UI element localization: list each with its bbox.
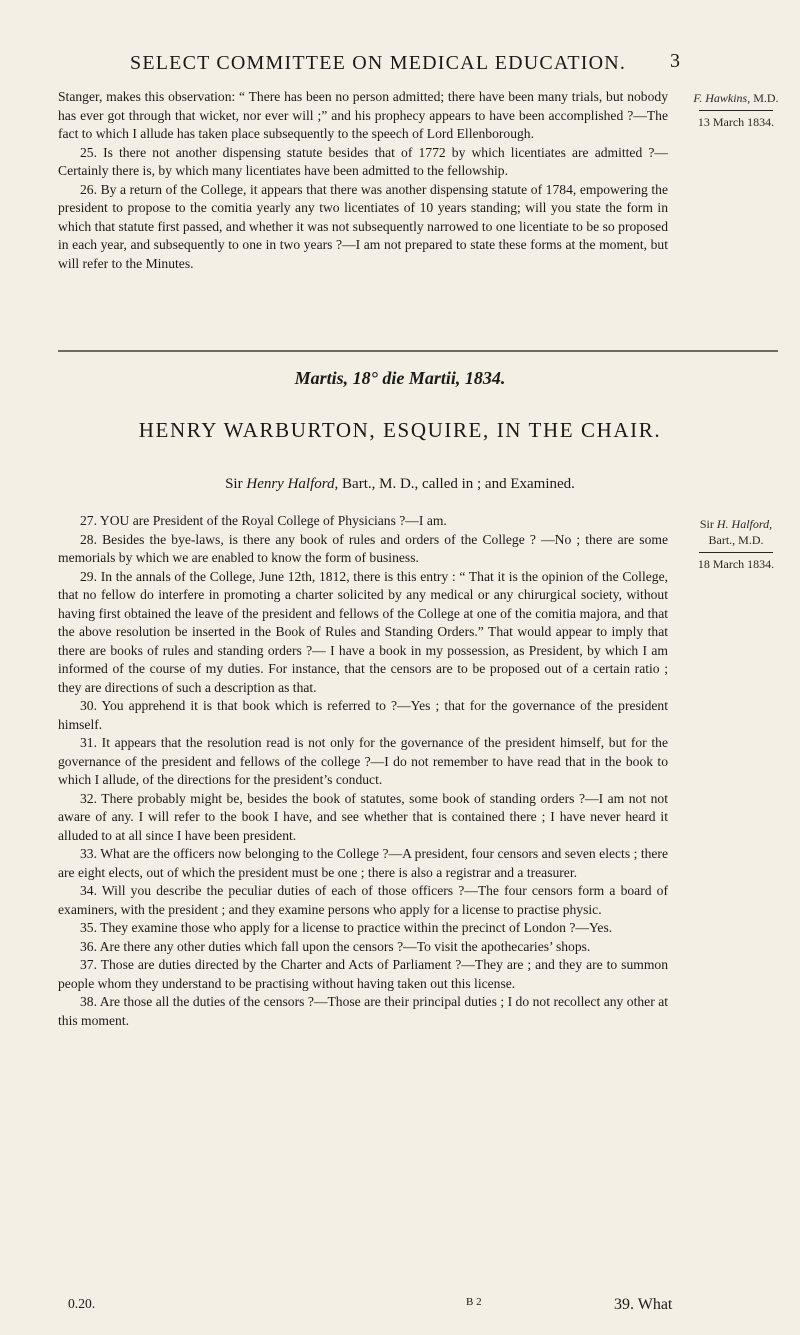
lower-text-block xyxy=(58,512,668,1030)
catchword: 39. What xyxy=(614,1296,673,1313)
upper-text-block xyxy=(58,88,668,273)
paragraph-26: 26. By a return of the College, it appears that there was another dispensing statute of 1784, empowering the president to propose to the comitia yearly any two licentiates of 10 years standing; will you state the form in which that statute first passed, and whether it was not subsequently narrowed to one licentiate to be so proposed in each year, and subsequently to one in two years ?—I am not prepared to state these forms at the moment, but will refer to the Minutes. xyxy=(58,181,668,271)
document-code: 0.20. xyxy=(68,1296,96,1311)
margin-note-halford: Sir H. Halford, Bart., M.D. 18 March 1834. xyxy=(676,516,796,572)
paragraph-31: 31. It appears that the resolution read is not only for the governance of the president himself, but for the governance of the president and fellows of the college ?—I do not remember to have read that in the book to which I allude, of the directions for the president’s conduct. xyxy=(58,735,668,787)
margin-date: 13 March 1834. xyxy=(697,115,775,129)
paragraph-25: 25. Is there not another dispensing statute besides that of 1772 by which licentiates are admitted ?—Certainly there is, by which many licentiates have been admitted to the fellowship. xyxy=(58,144,668,178)
page-footer xyxy=(58,1296,758,1320)
running-head: SELECT COMMITTEE ON MEDICAL EDUCATION. xyxy=(130,52,627,74)
paragraph-32: 32. There probably might be, besides the book of statutes, some book of standing orders ?—I am not not aware of any. I will refer to the book I have, and see whether that is contained there ; I have never heard it alluded to at all since I have been president. xyxy=(58,790,668,843)
margin-witness-title: Bart., M.D. xyxy=(708,533,764,547)
margin-rule xyxy=(699,110,773,111)
paragraph-33: 33. What are the officers now belonging to the College ?—A president, four censors and seven elects ; there are eight elects, out of which the president must be one ; there is also a registrar and a treasurer. xyxy=(58,846,668,880)
margin-witness-name: F. Hawkins, xyxy=(693,91,751,105)
margin-witness-title: M.D. xyxy=(753,91,779,105)
witness-heading: Sir Henry Halford, Bart., M. D., called in ; and Examined. xyxy=(225,476,575,492)
paragraph-36: 36. Are there any other duties which fall upon the censors ?—To visit the apothecaries’ shops. xyxy=(80,938,591,954)
paragraph-28: 28. Besides the bye-laws, is there any book of rules and orders of the College ? —No ; there are some memorials by which we are enabled to know the form of business. xyxy=(58,531,668,565)
paragraph-38: 38. Are those all the duties of the censors ?—Those are their principal duties ; I do not recollect any other at this moment. xyxy=(58,994,668,1028)
page-number: 3 xyxy=(670,50,680,72)
signature-mark: B 2 xyxy=(466,1296,482,1308)
paragraph-35: 35. They examine those who apply for a license to practice within the precinct of London ?—Yes. xyxy=(80,920,613,935)
paragraph-27: 27. YOU are President of the Royal College of Physicians ?—I am. xyxy=(80,513,447,528)
paragraph-34: 34. Will you describe the peculiar duties of each of those officers ?—The four censors form a board of examiners, with the president ; and they examine persons who apply for a license to practise physic. xyxy=(58,883,668,917)
witness-name: Henry Halford, xyxy=(246,476,339,492)
sitting-date: Martis, 18° die Martii, 1834. xyxy=(294,368,506,388)
chair-heading: HENRY WARBURTON, ESQUIRE, IN THE CHAIR. xyxy=(138,418,662,442)
paragraph: Stanger, makes this observation: “ There has been no person admitted; there have been many trials, but nobody has ever got through that wicket, nor ever will ;” and his prophecy appears to have been accomplished ?—The fact to which I allude has taken place subsequently to the speech of Lord Ellenborough. xyxy=(58,89,668,141)
paragraph-37: 37. Those are duties directed by the Charter and Acts of Parliament ?—They are ; and they are to summon people whom they understand to be practising without having taken out this license. xyxy=(58,957,668,991)
margin-date: 18 March 1834. xyxy=(697,557,775,571)
margin-witness-name: H. Halford, xyxy=(716,517,773,531)
section-divider xyxy=(58,350,778,352)
paragraph-29: 29. In the annals of the College, June 12th, 1812, there is this entry : “ That it is the opinion of the College, that no fellow do interfere in promoting a charter solicited by any medical or any chirurgical society, without having first obtained the leave of the president and fellows of the College at one of the comitia majora, and that the above resolution be inserted in the Book of Rules and Standing Orders.” That would appear to imply that there are books of rules and standing orders ?— I have a book in my possession, as President, by which I am informed of the course of my duties. For instance, that the censors are to be proposed out of a certain ratio ; they are directions of such a description as that. xyxy=(58,568,668,695)
margin-rule xyxy=(699,552,773,553)
margin-note-hawkins xyxy=(676,90,796,130)
paragraph-30: 30. You apprehend it is that book which is referred to ?—Yes ; that for the governance of the president himself. xyxy=(58,698,668,732)
